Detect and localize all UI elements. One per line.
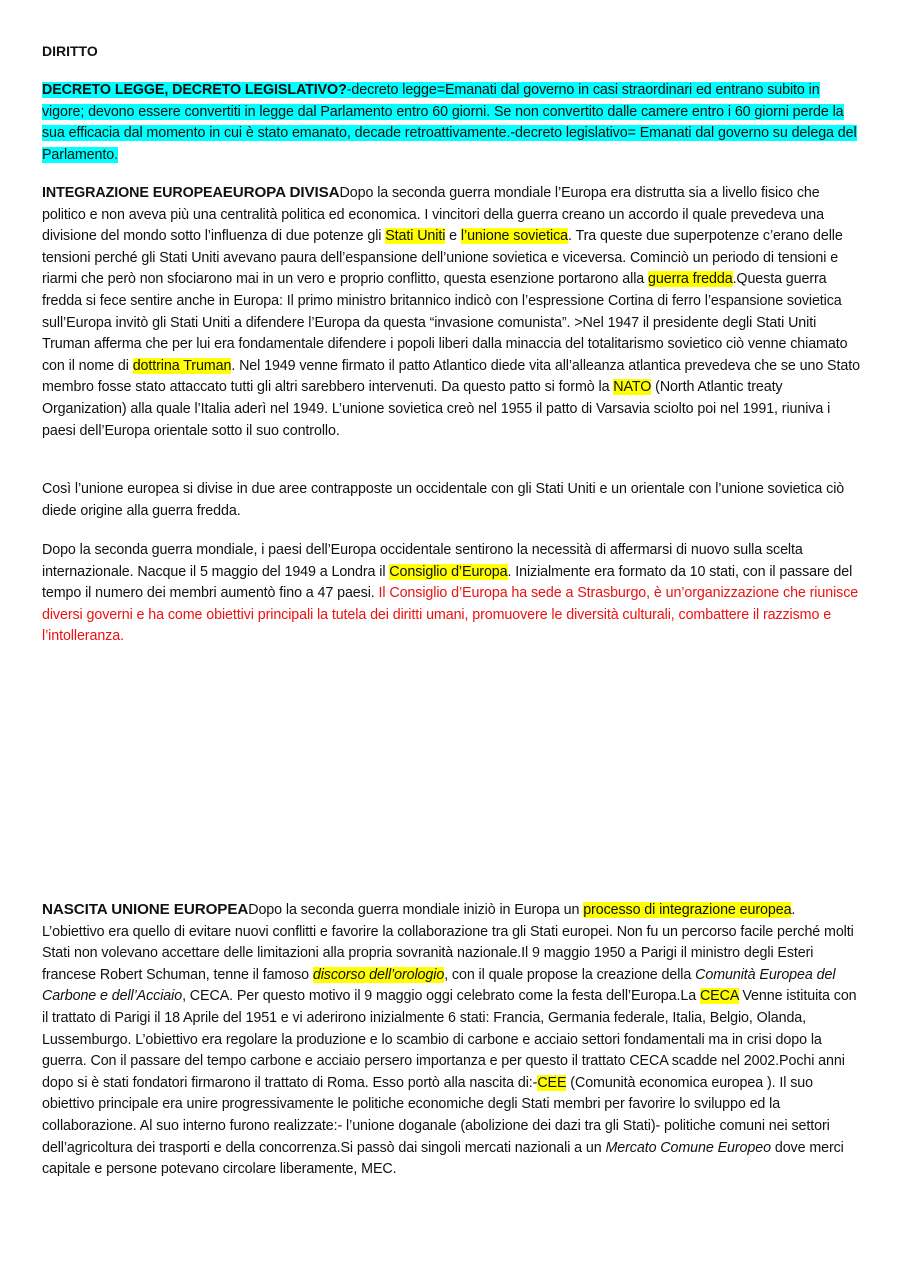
highlight-ceca: CECA — [699, 988, 739, 1005]
europa-divisa-heading: EUROPA DIVISA — [222, 184, 340, 201]
text-segment: Venne istituita con il trattato di Parigi il 18 Aprile del 1951 e vi aderirono inizialmente 6 stati: Francia, Germania federale, Italia, Belgio, Olanda, Lussemburgo. L’obiettivo era regolare la produzione e lo scambio di carbone e acciaio settori fondamentali ma in crisi dopo la guerra. Con il passare del tempo carbone e acciaio persero importanza e per questo il trattato CECA scadde nel 2002.Pochi anni dopo si è stati fondatori firmarono il trattato di Roma. Esso portò alla nascita di:- — [42, 988, 857, 1091]
italic-ceca-name: Comunità Europea del Carbone e dell’Acciaio — [42, 966, 836, 1005]
highlight-guerra-fredda: guerra fredda — [648, 271, 733, 288]
paragraph-integrazione — [42, 182, 860, 442]
text-segment: .Questa guerra fredda si fece sentire anche in Europa: Il primo ministro britannico indicò con l’espressione Cortina di ferro l’espansione sovietica sull’Europa invitò gli Stati Uniti a difendere l’Europa da questa “invasione comunista”. >Nel 1947 il presidente degli Stati Uniti Truman afferma che per lui era fondamentale difendere i popoli liberi dalla minaccia del totalitarismo sovietico ciò venne chiamato con il nome di — [42, 271, 848, 374]
highlight-processo-integrazione: processo di integrazione europea — [583, 902, 792, 918]
paragraph-nascita — [42, 899, 860, 1181]
text-segment: Dopo la seconda guerra mondiale iniziò in Europa un — [248, 902, 584, 918]
text-segment: e — [445, 228, 461, 245]
paragraph-consiglio — [42, 540, 860, 648]
italic-mercato-comune: Mercato Comune Europeo — [605, 1139, 771, 1156]
text-segment: . L’obiettivo era quello di evitare nuovi conflitti e favorire la collaborazione tra gli Stati europei. Non fu un percorso facile perché molti Stati non volevano accettare delle limitazioni alla propria sovranità nazionale.Il 9 maggio 1950 a Parigi il ministro degli Esteri francese Robert Schuman, tenne il famoso — [42, 902, 854, 983]
text-segment: Dopo la seconda guerra mondiale l’Europa era distrutta sia a livello fisico che politico e non aveva più una centralità politica ed economica. I vincitori della guerra creano un accordo il quale prevedeva una divisione del mondo sotto l’influenza di due potenze gli — [42, 185, 824, 245]
document-title: DIRITTO — [42, 43, 98, 59]
highlight-cee: CEE — [537, 1074, 567, 1091]
highlighted-decreto-block — [42, 82, 857, 163]
paragraph-decreto — [42, 80, 860, 166]
text-segment: dove merci capitale e persone potevano circolare liberamente, MEC. — [42, 1139, 844, 1178]
highlight-unione-sovietica: l’unione sovietica — [460, 228, 569, 245]
highlight-nato: NATO — [613, 379, 652, 396]
highlight-discorso-orologio: discorso dell’orologio — [312, 966, 445, 983]
text-segment: . Nel 1949 venne firmato il patto Atlantico diede vita all’alleanza atlantica prevedeva che se uno Stato membro fosse stato attaccato tutti gli altri sarebbero intervenuti. Da questo patto si formò la — [42, 357, 860, 396]
text-segment: . Tra queste due superpotenze c’erano delle tensioni perché gli Stati Uniti avevano paura dell’espansione dell’unione sovietica e viceversa. Cominciò un periodo di tensioni e riarmi che però non sfociarono mai in un vero e proprio conflitto, questa esenzione portarono alla — [42, 228, 843, 288]
red-text-consiglio: Il Consiglio d’Europa ha sede a Strasburgo, è un’organizzazione che riunisce diversi governi e ha come obiettivi principali la tutela dei diritti umani, promuovere le diversità culturali, combattere il razzismo e l’intolleranza. — [42, 585, 859, 645]
highlight-dottrina-truman: dottrina Truman — [132, 357, 232, 374]
text-segment: , con il quale propose la creazione della — [444, 966, 696, 983]
text-segment: , CECA. Per questo motivo il 9 maggio oggi celebrato come la festa dell’Europa.La — [182, 988, 700, 1005]
integrazione-heading: INTEGRAZIONE EUROPEA — [42, 185, 223, 201]
decreto-text: -decreto legge=Emanati dal governo in casi straordinari ed entrano subito in vigore; devono essere convertiti in legge dal Parlamento entro 60 giorni. Se non convertito dalle camere entro i 60 giorni perde la sua efficacia dal momento in cui è stato emanato, decade retroattivamente.-decreto legislativo= Emanati dal governo su delega del Parlamento. — [42, 82, 857, 163]
text-segment: (North Atlantic treaty Organization) alla quale l’Italia aderì nel 1949. L’unione sovietica creò nel 1955 il patto di Varsavia sciolto poi nel 1991, riuniva i paesi dell’Europa orientale sotto il suo controllo. — [42, 379, 831, 439]
highlight-stati-uniti: Stati Uniti — [385, 228, 446, 245]
decreto-heading: DECRETO LEGGE, DECRETO LEGISLATIVO? — [42, 82, 347, 98]
text-segment: . Inizialmente era formato da 10 stati, con il passare del tempo il numero dei membri aumentò fino a 47 paesi. — [42, 563, 853, 602]
text-segment: (Comunità economica europea ). Il suo obiettivo principale era unire progressivamente le politiche economiche degli Stati membri per favorire lo sviluppo ed la collaborazione. Al suo interno furono realizzate:- l’unione doganale (abolizione dei dazi tra gli Stati)- politiche comuni nei settori dell’agricoltura dei trasporti e della concorrenza.Si passò dai singoli mercati nazionali a un — [42, 1074, 830, 1156]
nascita-heading: NASCITA UNIONE EUROPEA — [42, 901, 249, 918]
highlight-consiglio-europa: Consiglio d’Europa — [389, 563, 508, 580]
text-segment: Dopo la seconda guerra mondiale, i paesi dell’Europa occidentale sentirono la necessità di affermarsi di nuovo sulla scelta internazionale. Nacque il 5 maggio del 1949 a Londra il — [42, 542, 803, 580]
paragraph-cosi: Così l’unione europea si divise in due aree contrapposte un occidentale con gli Stati Uniti e un orientale con l’unione sovietica ciò diede origine alla guerra fredda. — [42, 481, 845, 519]
